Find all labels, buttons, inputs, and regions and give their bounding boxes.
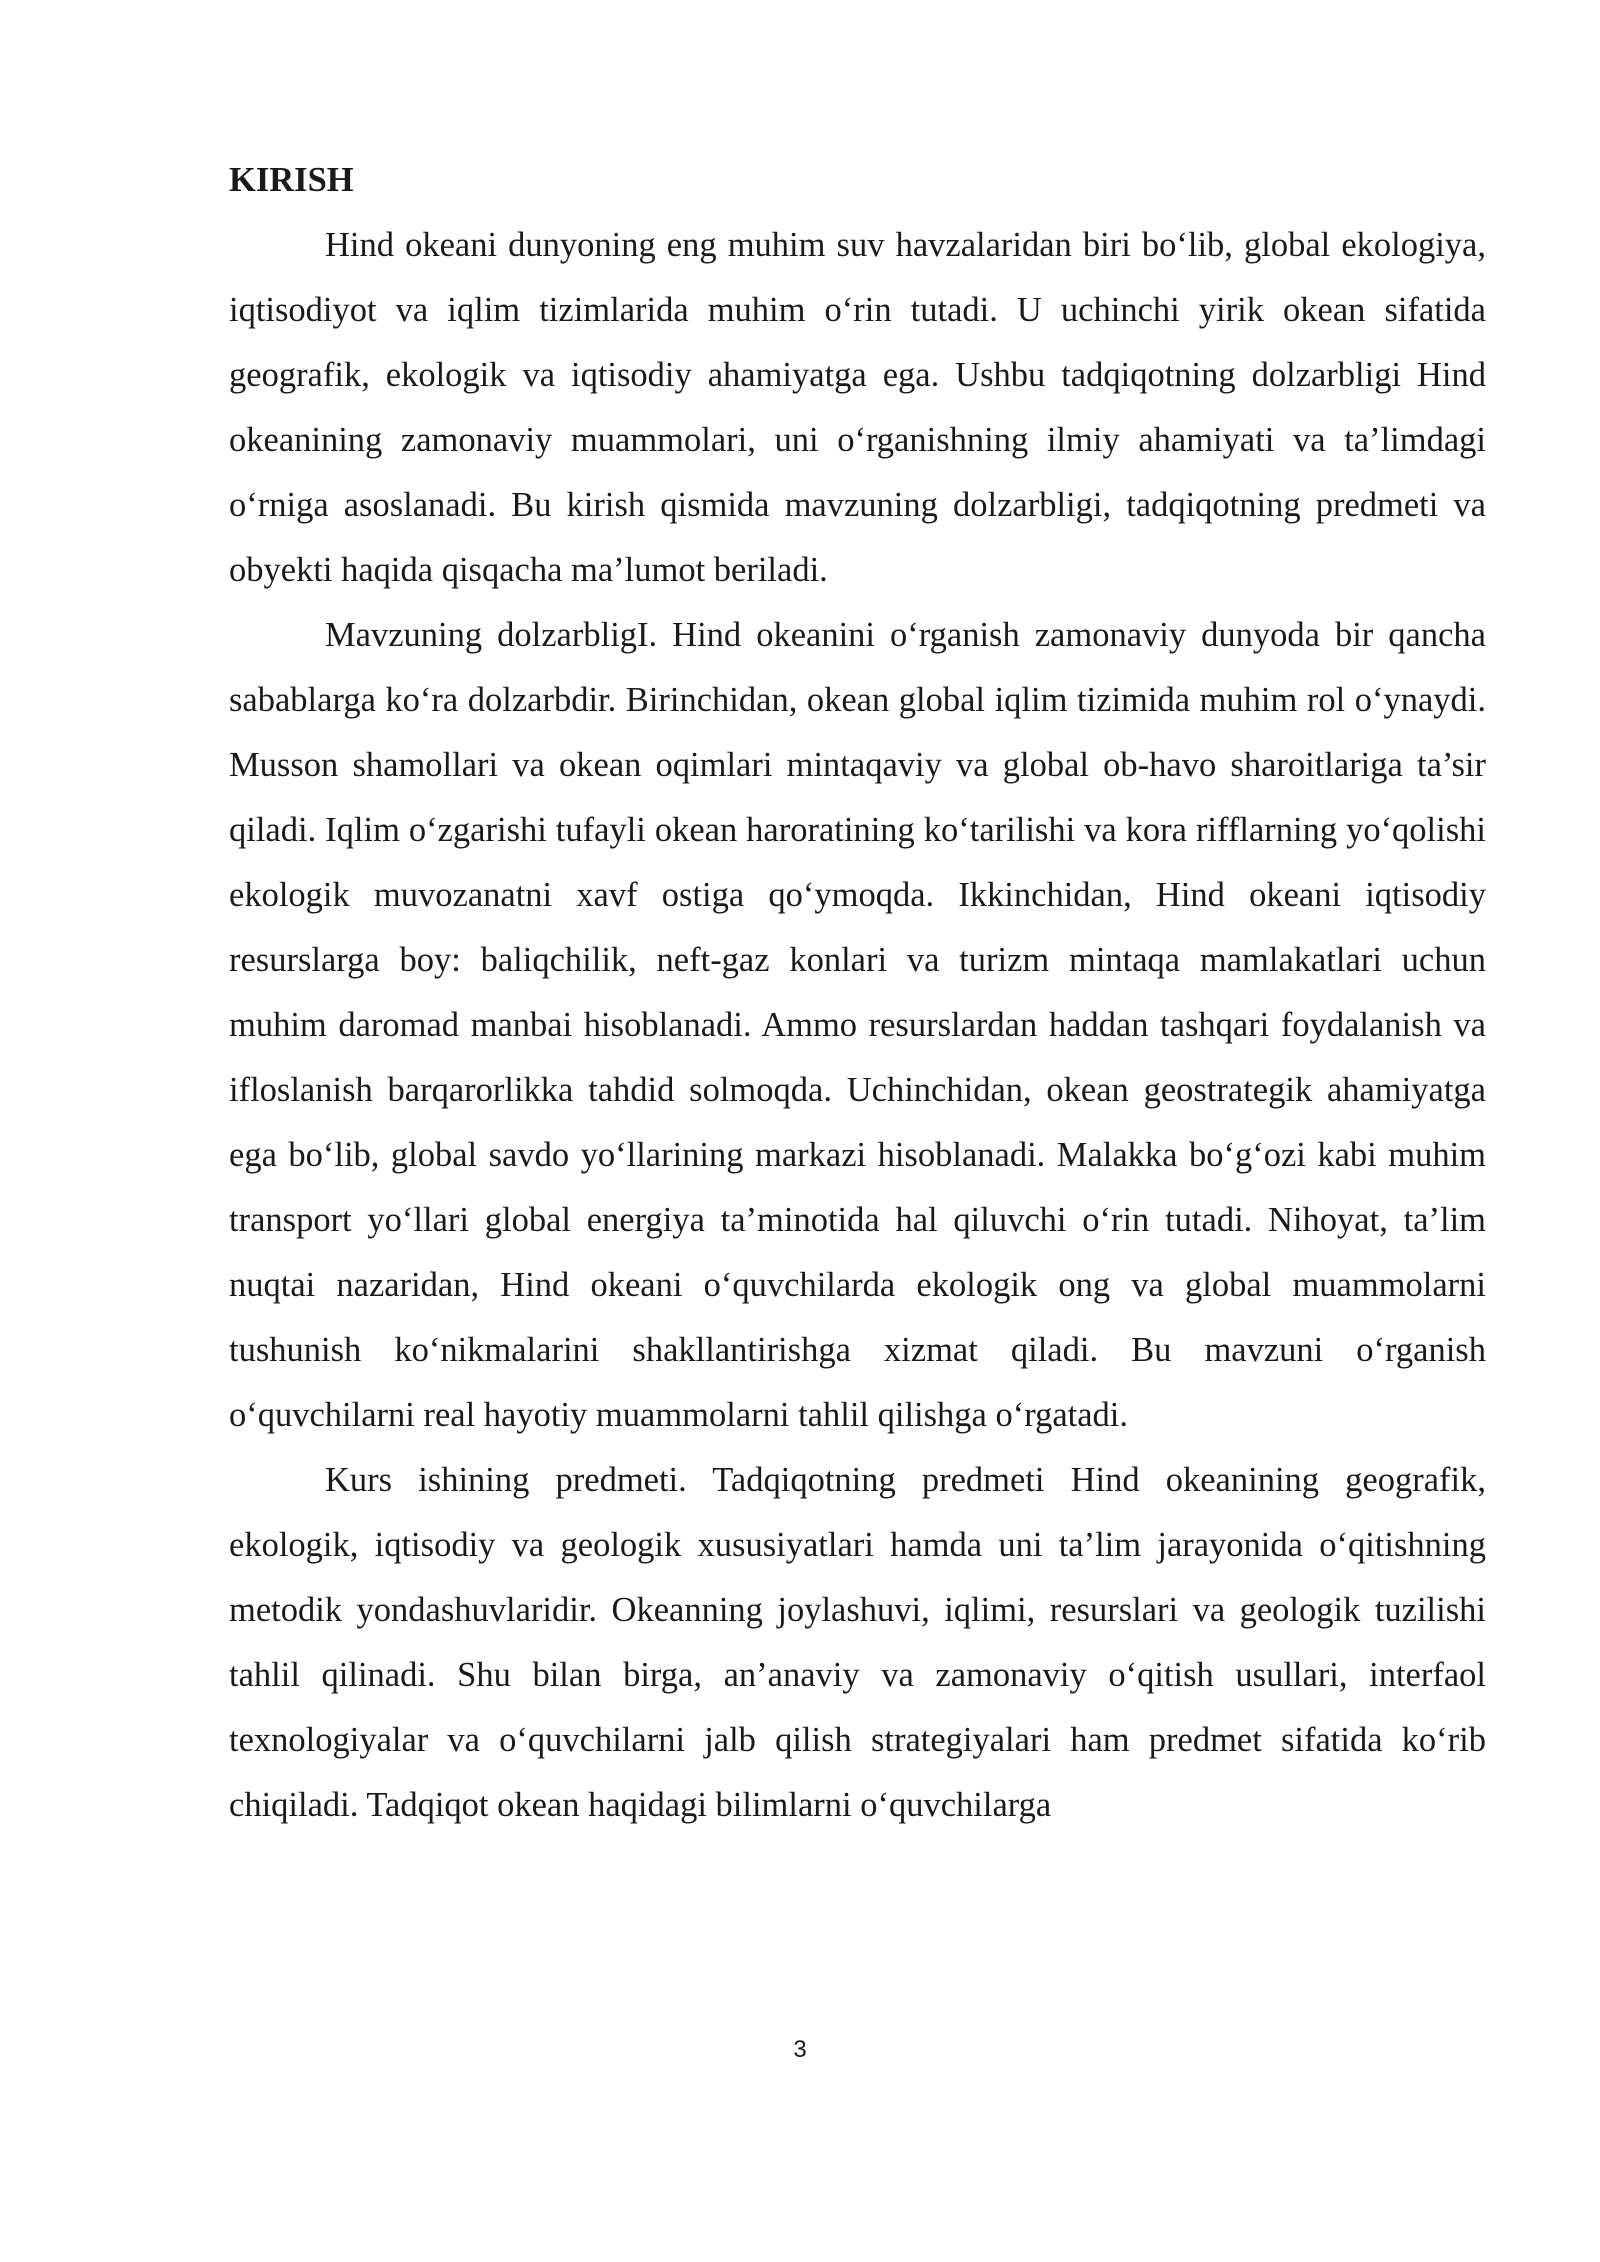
paragraph-relevance: Mavzuning dolzarbligI. Hind okeanini o‘rganish zamonaviy dunyoda bir qancha sabablarga ko‘ra dolzarbdir. Birinchidan, okean global iqlim tizimida muhim rol o‘ynaydi. Musson shamollari va okean oqimlari mintaqaviy va global ob-havo sharoitlariga ta’sir qiladi. Iqlim o‘zgarishi tufayli okean haroratining ko‘tarilishi va kora rifflarning yo‘qolishi ekologik muvozanatni xavf ostiga qo‘ymoqda. Ikkinchidan, Hind okeani iqtisodiy resurslarga boy: baliqchilik, neft-gaz konlari va turizm mintaqa mamlakatlari uchun muhim daromad manbai hisoblanadi. Ammo resurslardan haddan tashqari foydalanish va ifloslanish barqarorlikka tahdid solmoqda. Uchinchidan, okean geostrategik ahamiyatga ega bo‘lib, global savdo yo‘llarining markazi hisoblanadi. Malakka bo‘g‘ozi kabi muhim transport yo‘llari global energiya ta’minotida hal qiluvchi o‘rin tutadi. Nihoyat, ta’lim nuqtai nazaridan, Hind okeani o‘quvchilarda ekologik ong va global muammolarni tushunish ko‘nikmalarini shakllantirishga xizmat qiladi. Bu mavzuni o‘rganish o‘quvchilarni real hayotiy muammolarni tahlil qilishga o‘rgatadi. bbox=[229, 616, 1486, 1434]
page-body bbox=[229, 148, 1486, 1838]
paragraph-subject: Kurs ishining predmeti. Tadqiqotning predmeti Hind okeanining geografik, ekologik, iqtisodiy va geologik xususiyatlari hamda uni ta’lim jarayonida o‘qitishning metodik yondashuvlaridir. Okeanning joylashuvi, iqlimi, resurslari va geologik tuzilishi tahlil qilinadi. Shu bilan birga, an’anaviy va zamonaviy o‘qitish usullari, interfaol texnologiyalar va o‘quvchilarni jalb qilish strategiyalari ham predmet sifatida ko‘rib chiqiladi. Tadqiqot okean haqidagi bilimlarni o‘quvchilarga bbox=[229, 1461, 1486, 1824]
section-heading: KIRISH bbox=[229, 161, 354, 199]
page-number: 3 bbox=[793, 2036, 807, 2063]
paragraph-intro: Hind okeani dunyoning eng muhim suv havzalaridan biri bo‘lib, global ekologiya, iqtisodiyot va iqlim tizimlarida muhim o‘rin tutadi. U uchinchi yirik okean sifatida geografik, ekologik va iqtisodiy ahamiyatga ega. Ushbu tadqiqotning dolzarbligi Hind okeanining zamonaviy muammolari, uni o‘rganishning ilmiy ahamiyati va ta’limdagi o‘rniga asoslanadi. Bu kirish qismida mavzuning dolzarbligi, tadqiqotning predmeti va obyekti haqida qisqacha ma’lumot beriladi. bbox=[229, 226, 1486, 589]
